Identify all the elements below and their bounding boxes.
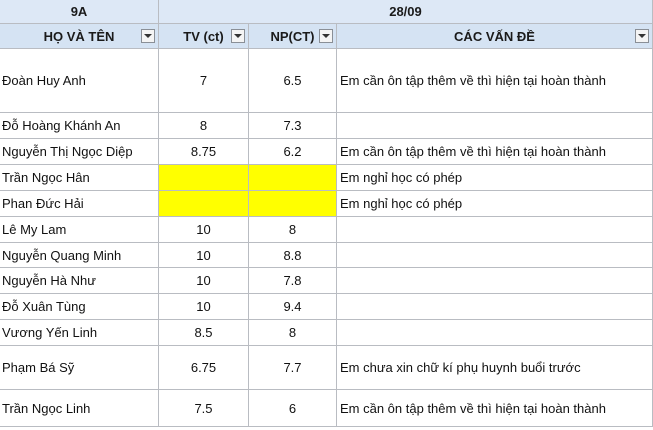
column-header-label: TV (ct) bbox=[183, 28, 224, 44]
tv-score-cell[interactable] bbox=[159, 165, 249, 191]
tv-score-cell[interactable]: 10 bbox=[159, 294, 249, 320]
tv-score-cell[interactable]: 8.75 bbox=[159, 139, 249, 165]
dropdown-filter-icon[interactable] bbox=[141, 29, 155, 43]
dropdown-filter-icon[interactable] bbox=[319, 29, 333, 43]
tv-score-cell[interactable]: 6.75 bbox=[159, 346, 249, 390]
np-score-cell[interactable]: 6.5 bbox=[249, 49, 337, 113]
tv-score-cell[interactable]: 8.5 bbox=[159, 320, 249, 346]
issue-note-cell[interactable] bbox=[337, 294, 653, 320]
np-score-cell[interactable]: 8.8 bbox=[249, 243, 337, 268]
issue-note-cell[interactable] bbox=[337, 243, 653, 268]
class-header-cell[interactable]: 9A bbox=[0, 0, 159, 24]
tv-score-cell[interactable]: 7 bbox=[159, 49, 249, 113]
column-header-label: NP(CT) bbox=[270, 28, 315, 44]
issue-note-cell[interactable] bbox=[337, 113, 653, 139]
column-header-tv[interactable] bbox=[159, 24, 249, 49]
np-score-cell[interactable]: 7.7 bbox=[249, 346, 337, 390]
issue-note-cell[interactable]: Em nghỉ học có phép bbox=[337, 191, 653, 217]
issue-note-cell[interactable]: Em nghỉ học có phép bbox=[337, 165, 653, 191]
student-name-cell[interactable]: Lê My Lam bbox=[0, 217, 159, 243]
np-score-cell[interactable]: 7.8 bbox=[249, 268, 337, 294]
tv-score-cell[interactable]: 7.5 bbox=[159, 390, 249, 427]
issue-note-cell[interactable]: Em cần ôn tập thêm về thì hiện tại hoàn thành bbox=[337, 139, 653, 165]
tv-score-cell[interactable]: 8 bbox=[159, 113, 249, 139]
np-score-cell[interactable]: 6 bbox=[249, 390, 337, 427]
column-header-issues[interactable] bbox=[337, 24, 653, 49]
student-name-cell[interactable]: Nguyễn Quang Minh bbox=[0, 243, 159, 268]
student-name-cell[interactable]: Đỗ Hoàng Khánh An bbox=[0, 113, 159, 139]
dropdown-filter-icon[interactable] bbox=[231, 29, 245, 43]
issue-note-cell[interactable] bbox=[337, 268, 653, 294]
student-name-cell[interactable]: Trần Ngọc Linh bbox=[0, 390, 159, 427]
student-name-cell[interactable]: Vương Yến Linh bbox=[0, 320, 159, 346]
issue-note-cell[interactable] bbox=[337, 217, 653, 243]
column-header-label: HỌ VÀ TÊN bbox=[43, 28, 115, 44]
tv-score-cell[interactable]: 10 bbox=[159, 217, 249, 243]
np-score-cell[interactable]: 8 bbox=[249, 320, 337, 346]
issue-note-cell[interactable]: Em cần ôn tập thêm về thì hiện tại hoàn thành bbox=[337, 390, 653, 427]
np-score-cell[interactable] bbox=[249, 191, 337, 217]
column-header-np[interactable] bbox=[249, 24, 337, 49]
date-header-cell[interactable]: 28/09 bbox=[159, 0, 653, 24]
np-score-cell[interactable]: 6.2 bbox=[249, 139, 337, 165]
tv-score-cell[interactable]: 10 bbox=[159, 268, 249, 294]
np-score-cell[interactable]: 8 bbox=[249, 217, 337, 243]
student-name-cell[interactable]: Phạm Bá Sỹ bbox=[0, 346, 159, 390]
issue-note-cell[interactable]: Em cần ôn tập thêm về thì hiện tại hoàn thành bbox=[337, 49, 653, 113]
issue-note-cell[interactable] bbox=[337, 320, 653, 346]
np-score-cell[interactable]: 9.4 bbox=[249, 294, 337, 320]
tv-score-cell[interactable] bbox=[159, 191, 249, 217]
student-name-cell[interactable]: Trần Ngọc Hân bbox=[0, 165, 159, 191]
issue-note-cell[interactable]: Em chưa xin chữ kí phụ huynh buổi trước bbox=[337, 346, 653, 390]
student-name-cell[interactable]: Đoàn Huy Anh bbox=[0, 49, 159, 113]
column-header-label: CÁC VẤN ĐỀ bbox=[454, 28, 535, 44]
np-score-cell[interactable]: 7.3 bbox=[249, 113, 337, 139]
dropdown-filter-icon[interactable] bbox=[635, 29, 649, 43]
student-name-cell[interactable]: Nguyễn Thị Ngọc Diệp bbox=[0, 139, 159, 165]
column-header-name[interactable] bbox=[0, 24, 159, 49]
np-score-cell[interactable] bbox=[249, 165, 337, 191]
student-name-cell[interactable]: Đỗ Xuân Tùng bbox=[0, 294, 159, 320]
tv-score-cell[interactable]: 10 bbox=[159, 243, 249, 268]
student-name-cell[interactable]: Nguyễn Hà Như bbox=[0, 268, 159, 294]
student-name-cell[interactable]: Phan Đức Hải bbox=[0, 191, 159, 217]
